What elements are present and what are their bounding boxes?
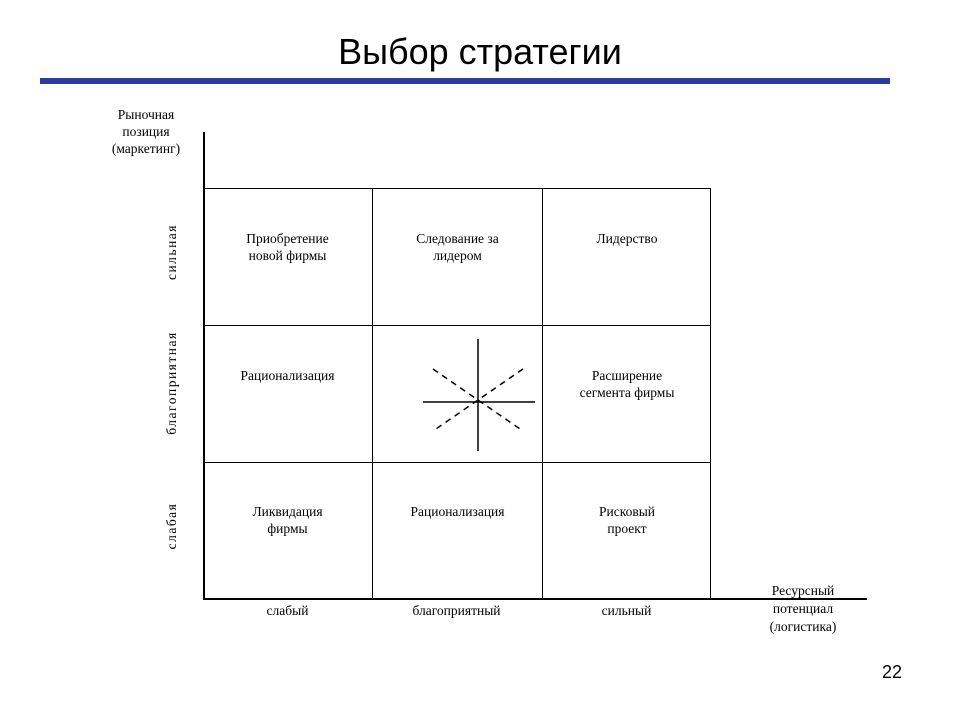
cell-text-line: сегмента фирмы <box>579 385 675 400</box>
matrix-cell-favorable-weak <box>203 326 372 463</box>
cell-text-line: новой фирмы <box>248 248 327 263</box>
x-level-weak: слабый <box>266 603 309 618</box>
matrix-cell-weak-strong <box>542 463 711 599</box>
cell-text-line: Следование за <box>416 231 499 246</box>
y-axis-label-line: (маркетинг) <box>111 141 181 156</box>
cell-text-line: проект <box>607 521 647 536</box>
cell-text-line: фирмы <box>267 521 308 536</box>
y-axis-label-line: Рыночная <box>117 107 175 122</box>
matrix-cell-favorable-strong <box>542 326 711 463</box>
cell-text-line: Рисковый <box>598 504 656 519</box>
matrix-cell-strong-favorable <box>372 189 542 326</box>
slide-title: Выбор стратегии <box>338 31 622 72</box>
cell-text-line: Рационализация <box>410 504 505 519</box>
y-axis-label-line: позиция <box>122 124 170 139</box>
x-axis-label <box>740 582 866 636</box>
title-underline <box>40 78 890 84</box>
matrix-cell-strong-weak <box>203 189 372 326</box>
strategy-matrix <box>203 188 711 598</box>
x-level-strong: сильный <box>601 603 652 618</box>
cell-text-line: Расширение <box>591 368 663 383</box>
y-level-strong: сильная <box>164 223 179 281</box>
cell-text-line: Приобретение <box>246 231 329 246</box>
y-axis-label <box>88 106 204 157</box>
cell-text-line: Лидерство <box>596 231 658 246</box>
matrix-cell-favorable-favorable <box>372 326 542 463</box>
crosshair-star-icon <box>423 334 543 454</box>
matrix-cell-weak-weak <box>203 463 372 599</box>
x-axis-label-line: (логистика) <box>769 619 837 634</box>
x-axis-label-line: Ресурсный <box>771 583 835 598</box>
y-level-weak: слабая <box>164 502 179 550</box>
x-axis-label-line: потенциал <box>772 601 834 616</box>
matrix-cell-strong-strong <box>542 189 711 326</box>
x-level-favorable: благоприятный <box>412 603 501 618</box>
matrix-cell-weak-favorable <box>372 463 542 599</box>
cell-text-line: Рационализация <box>240 368 335 383</box>
cell-text-line: лидером <box>433 248 482 263</box>
page-number: 22 <box>881 662 902 682</box>
y-level-favorable: благоприятная <box>164 331 179 435</box>
cell-text-line: Ликвидация <box>252 504 323 519</box>
